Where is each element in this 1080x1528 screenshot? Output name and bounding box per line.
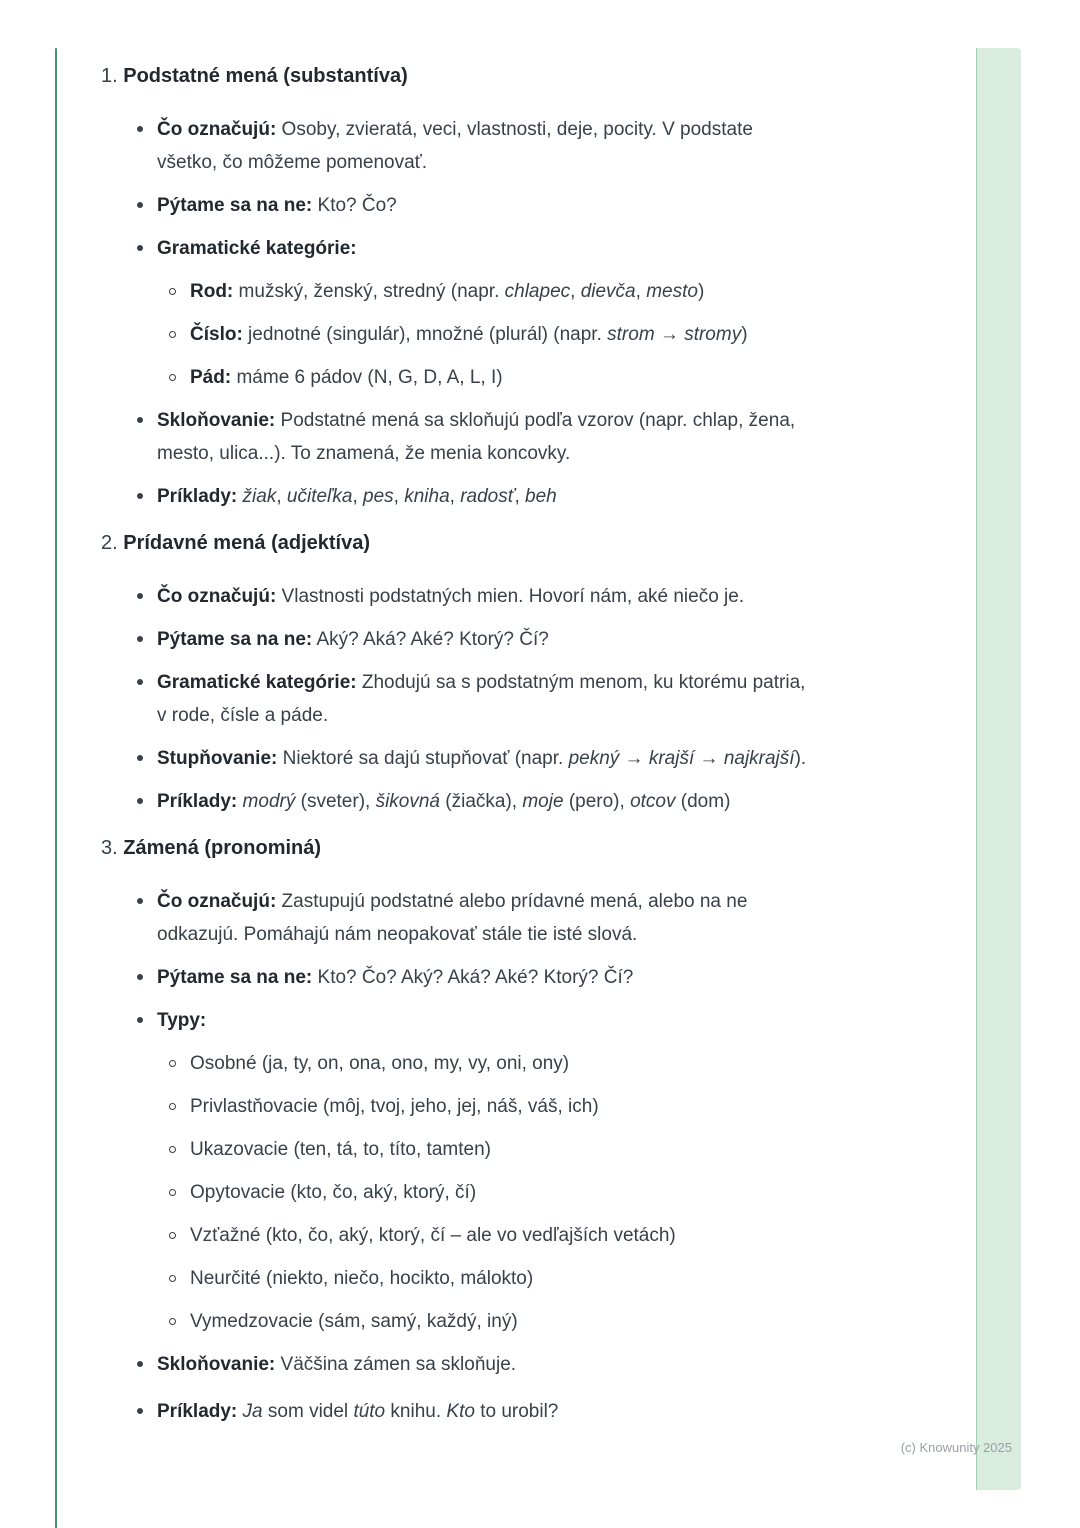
text-segment: stromy: [684, 324, 742, 345]
text-segment: ): [697, 281, 705, 302]
circle-bullet-icon: [167, 1262, 190, 1295]
text-segment: Kto: [446, 1401, 475, 1422]
section-heading: [101, 527, 817, 560]
list-item: [135, 232, 817, 265]
circle-bullet-icon: [167, 1176, 190, 1209]
text-segment: Kto? Čo?: [312, 195, 397, 216]
list-item: [167, 1176, 817, 1209]
section: [101, 832, 817, 1428]
text-segment: Privlastňovacie (môj, tvoj, jeho, jej, náš, váš, ich): [190, 1096, 599, 1117]
circle-bullet-icon: [167, 1133, 190, 1166]
circle-bullet-icon: [167, 318, 190, 351]
item-text: [157, 961, 817, 994]
list-item: [135, 1395, 817, 1428]
section-number: 1.: [101, 65, 124, 87]
text-segment: Osobné (ja, ty, on, ona, ono, my, vy, oni, ony): [190, 1053, 570, 1074]
bullet-icon: [135, 580, 157, 613]
text-segment: →: [694, 748, 724, 769]
item-text: [157, 113, 817, 179]
list-item: [167, 1090, 817, 1123]
item-text: [157, 189, 817, 222]
text-segment: ,: [570, 281, 581, 302]
text-segment: Osoby, zvieratá, veci, vlastnosti, deje, pocity. V podstate všetko, čo môžeme pomenovať.: [157, 119, 753, 173]
text-segment: ,: [449, 486, 461, 507]
text-segment: mesto: [646, 281, 698, 302]
text-segment: Číslo:: [190, 324, 243, 345]
text-segment: ): [741, 324, 748, 345]
text-segment: túto: [353, 1401, 386, 1422]
list-item: [167, 318, 817, 351]
bullet-icon: [135, 623, 157, 656]
item-text: [190, 1047, 817, 1080]
text-segment: knihu.: [385, 1401, 447, 1422]
text-segment: Čo označujú:: [157, 891, 277, 912]
text-segment: (žiačka),: [440, 791, 523, 812]
section-number: 3.: [101, 837, 124, 859]
list-item: [167, 1219, 817, 1252]
list-item: [135, 666, 817, 732]
list-item: [135, 623, 817, 656]
list-item: [135, 1348, 817, 1381]
text-segment: Kto? Čo? Aký? Aká? Aké? Ktorý? Čí?: [312, 967, 634, 988]
text-segment: (pero),: [563, 791, 631, 812]
list-item: [167, 1262, 817, 1295]
list-item: [135, 580, 817, 613]
text-segment: učiteľka: [286, 486, 353, 507]
text-segment: pekný: [568, 748, 620, 769]
text-segment: ,: [393, 486, 405, 507]
item-text: [190, 361, 817, 394]
text-segment: Vzťažné (kto, čo, aký, ktorý, čí – ale vo vedľajších vetách): [190, 1225, 676, 1246]
text-segment: ,: [514, 486, 526, 507]
list-item: [135, 189, 817, 222]
text-segment: šikovná: [375, 791, 440, 812]
text-segment: Príklady:: [157, 486, 238, 507]
text-segment: Príklady:: [157, 791, 238, 812]
bullet-icon: [135, 961, 157, 994]
bullet-icon: [135, 113, 157, 179]
item-text: [157, 1004, 817, 1037]
list-item: [135, 742, 817, 775]
text-segment: najkrajší: [723, 748, 795, 769]
item-text: [157, 785, 817, 818]
page-border-left: [55, 48, 57, 1528]
item-text: [157, 623, 817, 656]
section-heading: [101, 60, 817, 93]
item-text: [157, 1348, 817, 1381]
circle-bullet-icon: [167, 275, 190, 308]
item-text: [190, 1090, 817, 1123]
text-segment: Pád:: [190, 367, 232, 388]
watermark: (c) Knowunity 2025: [900, 1440, 1012, 1455]
bullet-icon: [135, 404, 157, 470]
text-segment: Pýtame sa na ne:: [157, 195, 313, 216]
item-text: [157, 885, 817, 951]
list-item: [135, 480, 817, 513]
section: [101, 60, 817, 513]
item-text: [157, 404, 817, 470]
text-segment: Gramatické kategórie:: [157, 238, 357, 259]
bullet-icon: [135, 480, 157, 513]
text-segment: Príklady:: [157, 1401, 238, 1422]
text-segment: mužský, ženský, stredný (napr.: [233, 281, 505, 302]
list-item: [135, 404, 817, 470]
text-segment: dievča: [580, 281, 636, 302]
item-text: [190, 1262, 817, 1295]
section-title: Prídavné mená (adjektíva): [123, 532, 371, 554]
list-item: [135, 885, 817, 951]
bullet-icon: [135, 666, 157, 732]
text-segment: beh: [525, 486, 557, 507]
bullet-icon: [135, 742, 157, 775]
text-segment: →: [654, 324, 685, 345]
text-segment: Stupňovanie:: [157, 748, 278, 769]
text-segment: Vlastnosti podstatných mien. Hovorí nám, aké niečo je.: [276, 586, 745, 607]
item-text: [157, 480, 817, 513]
circle-bullet-icon: [167, 1305, 190, 1338]
text-segment: modrý: [242, 791, 296, 812]
item-text: [190, 1305, 817, 1338]
text-segment: Gramatické kategórie:: [157, 672, 357, 693]
text-segment: Ukazovacie (ten, tá, to, títo, tamten): [190, 1139, 491, 1160]
item-text: [190, 1176, 817, 1209]
text-segment: (sveter),: [295, 791, 376, 812]
item-text: [157, 1395, 817, 1428]
text-segment: kniha: [404, 486, 450, 507]
text-segment: Aký? Aká? Aké? Ktorý? Čí?: [312, 629, 549, 650]
list-item: [135, 785, 817, 818]
text-segment: to urobil?: [474, 1401, 559, 1422]
circle-bullet-icon: [167, 361, 190, 394]
document-sections: [101, 60, 817, 1438]
text-segment: žiak: [242, 486, 277, 507]
section: [101, 527, 817, 818]
text-segment: ).: [794, 748, 807, 769]
text-segment: moje: [522, 791, 564, 812]
text-segment: jednotné (singulár), množné (plurál) (napr.: [242, 324, 608, 345]
text-segment: Skloňovanie:: [157, 410, 276, 431]
circle-bullet-icon: [167, 1219, 190, 1252]
list-item: [167, 1133, 817, 1166]
text-segment: Typy:: [157, 1010, 207, 1031]
text-segment: ,: [352, 486, 364, 507]
circle-bullet-icon: [167, 1090, 190, 1123]
bullet-icon: [135, 785, 157, 818]
text-segment: máme 6 pádov (N, G, D, A, L, I): [231, 367, 503, 388]
list-item: [167, 1047, 817, 1080]
text-segment: Skloňovanie:: [157, 1354, 276, 1375]
text-segment: Podstatné mená sa skloňujú podľa vzorov (napr. chlap, žena, mesto, ulica...). To znamená, že menia koncovky.: [157, 410, 796, 464]
list-item: [135, 1004, 817, 1037]
bullet-icon: [135, 885, 157, 951]
text-segment: krajší: [648, 748, 695, 769]
item-text: [157, 232, 817, 265]
item-text: [190, 275, 817, 308]
item-text: [157, 742, 817, 775]
bullet-icon: [135, 1348, 157, 1381]
text-segment: Zastupujú podstatné alebo prídavné mená, alebo na ne odkazujú. Pomáhajú nám neopakovať stále tie isté slová.: [157, 891, 748, 945]
item-text: [157, 666, 817, 732]
text-segment: Niektoré sa dajú stupňovať (napr.: [277, 748, 569, 769]
bullet-icon: [135, 232, 157, 265]
list-item: [135, 961, 817, 994]
text-segment: ,: [635, 281, 647, 302]
text-segment: Neurčité (niekto, niečo, hocikto, málokto): [190, 1268, 534, 1289]
bullet-icon: [135, 1004, 157, 1037]
text-segment: →: [619, 748, 649, 769]
text-segment: Opytovacie (kto, čo, aký, ktorý, čí): [190, 1182, 477, 1203]
text-segment: Pýtame sa na ne:: [157, 629, 313, 650]
text-segment: Čo označujú:: [157, 586, 277, 607]
bullet-icon: [135, 189, 157, 222]
section-number: 2.: [101, 532, 124, 554]
section-title: Podstatné mená (substantíva): [123, 65, 408, 87]
bullet-icon: [135, 1395, 157, 1428]
text-segment: pes: [363, 486, 394, 507]
text-segment: Väčšina zámen sa skloňuje.: [275, 1354, 517, 1375]
text-segment: Vymedzovacie (sám, samý, každý, iný): [190, 1311, 518, 1332]
list-item: [167, 361, 817, 394]
item-text: [157, 580, 817, 613]
item-text: [190, 1133, 817, 1166]
circle-bullet-icon: [167, 1047, 190, 1080]
text-segment: Pýtame sa na ne:: [157, 967, 313, 988]
list-item: [167, 275, 817, 308]
section-heading: [101, 832, 817, 865]
text-segment: radosť: [460, 486, 515, 507]
text-segment: Rod:: [190, 281, 234, 302]
text-segment: (dom): [675, 791, 731, 812]
accent-bar: [976, 48, 1021, 1490]
section-title: Zámená (pronominá): [123, 837, 322, 859]
text-segment: Čo označujú:: [157, 119, 277, 140]
text-segment: Ja: [242, 1401, 263, 1422]
list-item: [135, 113, 817, 179]
text-segment: Zhodujú sa s podstatným menom, ku ktorému patria, v rode, čísle a páde.: [157, 672, 806, 726]
item-text: [190, 1219, 817, 1252]
text-segment: som videl: [262, 1401, 354, 1422]
text-segment: ,: [276, 486, 287, 507]
text-segment: chlapec: [504, 281, 571, 302]
list-item: [167, 1305, 817, 1338]
text-segment: otcov: [630, 791, 676, 812]
text-segment: strom: [607, 324, 655, 345]
item-text: [190, 318, 817, 351]
